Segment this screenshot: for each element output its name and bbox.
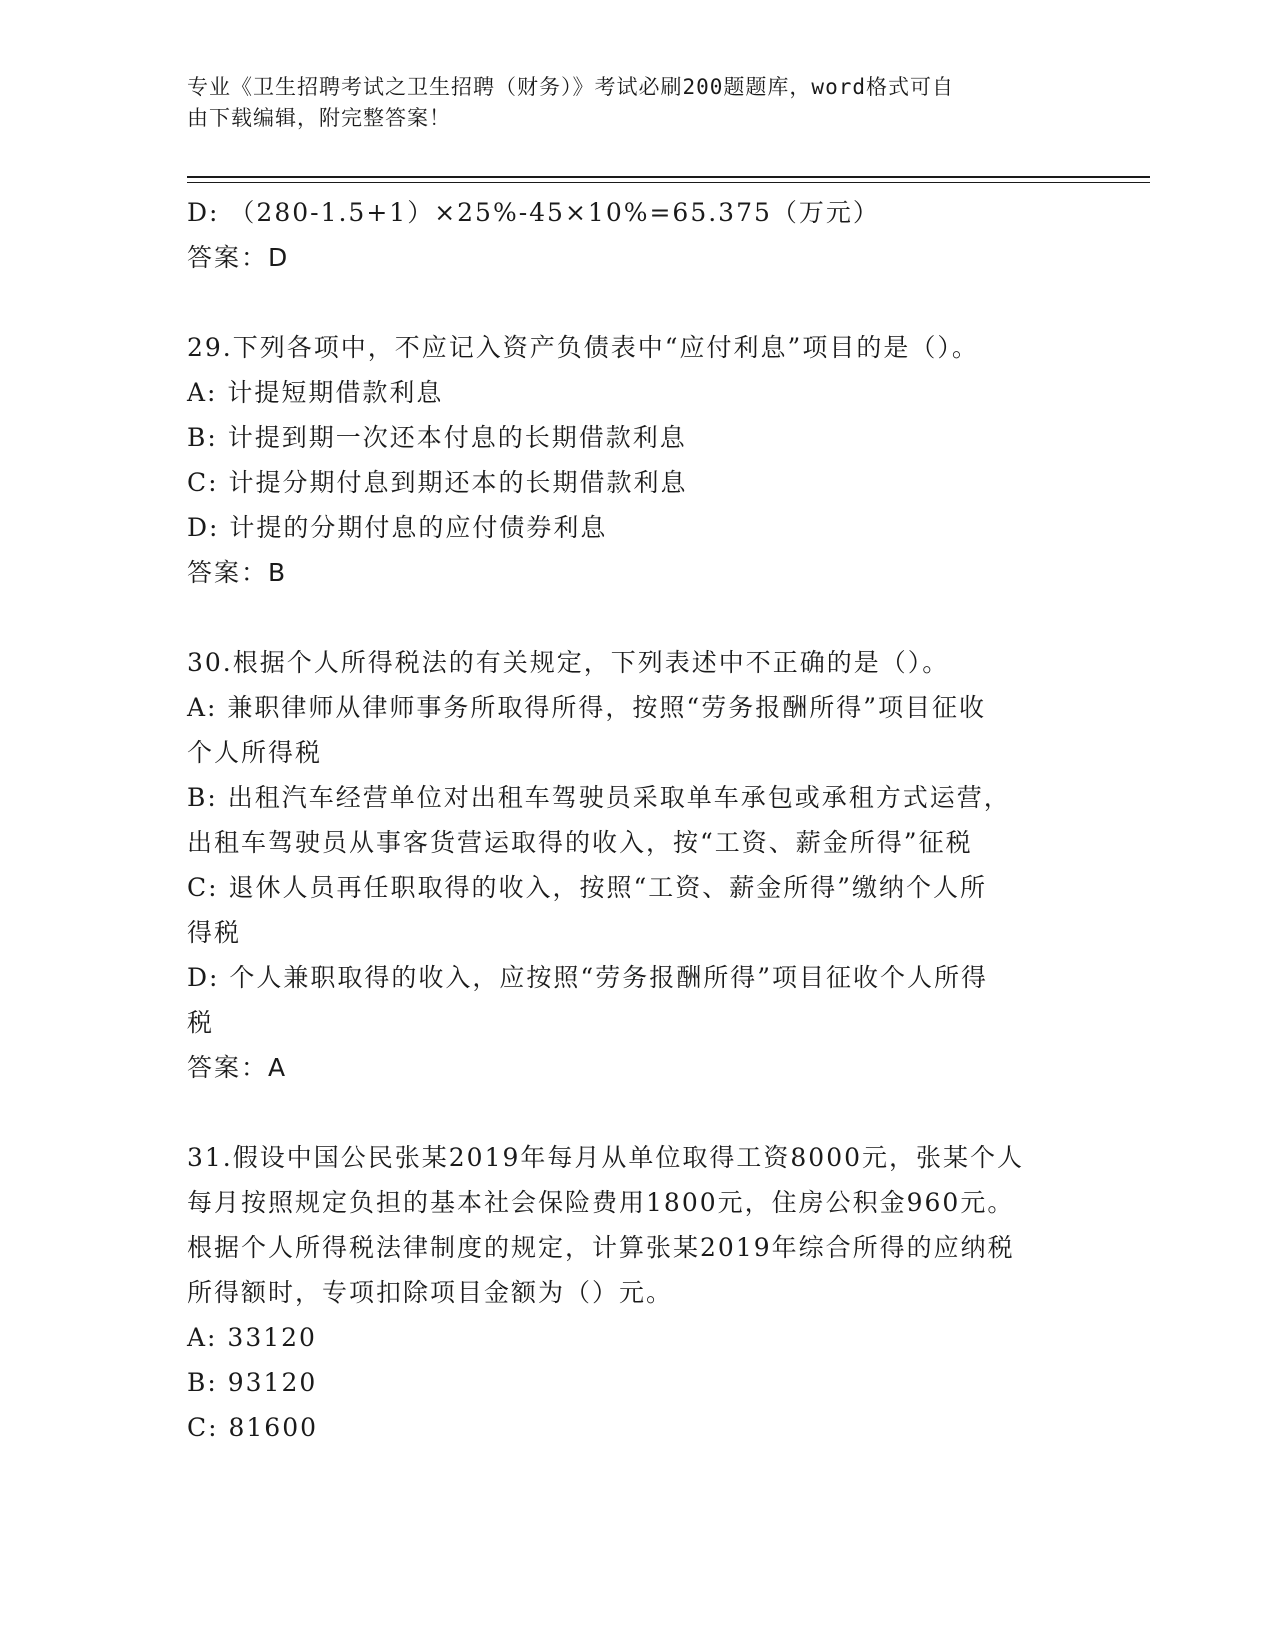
- question-stem-line-4: 所得额时，专项扣除项目金额为（）元。: [187, 1278, 674, 1307]
- option-d-line-2: 税: [187, 1008, 215, 1037]
- option-b: B: 93120: [187, 1368, 318, 1397]
- option-a-line-1: A: 兼职律师从律师事务所取得所得，按照“劳务报酬所得”项目征收: [187, 693, 986, 722]
- spacer: [187, 280, 1067, 325]
- answer-line: 答案：D: [187, 243, 290, 272]
- question-stem-line-2: 每月按照规定负担的基本社会保险费用1800元，住房公积金960元。: [187, 1188, 1015, 1217]
- previous-question-tail: [187, 190, 1067, 280]
- header-line-1: 专业《卫生招聘考试之卫生招聘（财务）》考试必刷200题题库，word格式可自: [187, 75, 954, 99]
- option-d: D: 计提的分期付息的应付债券利息: [187, 513, 608, 542]
- question-30: [187, 640, 1067, 1090]
- option-c: C: 81600: [187, 1413, 319, 1442]
- option-c: C: 计提分期付息到期还本的长期借款利息: [187, 468, 688, 497]
- answer-line: 答案：B: [187, 558, 288, 587]
- question-stem: 29.下列各项中，不应记入资产负债表中“应付利息”项目的是（）。: [187, 333, 979, 362]
- option-b: B: 计提到期一次还本付息的长期借款利息: [187, 423, 687, 452]
- question-31: [187, 1135, 1067, 1450]
- option-c-line-1: C: 退休人员再任职取得的收入，按照“工资、薪金所得”缴纳个人所: [187, 873, 988, 902]
- header-divider-thin: [187, 182, 1150, 183]
- document-header: [187, 72, 1067, 134]
- option-b-line-1: B: 出租汽车经营单位对出租车驾驶员采取单车承包或承租方式运营，: [187, 783, 1011, 812]
- option-d: D: （280-1.5+1）×25%-45×10%=65.375（万元）: [187, 198, 880, 227]
- question-stem: 30.根据个人所得税法的有关规定，下列表述中不正确的是（）。: [187, 648, 950, 677]
- option-c-line-2: 得税: [187, 918, 242, 947]
- header-line-2: 由下载编辑，附完整答案！: [187, 106, 451, 130]
- question-29: [187, 325, 1067, 595]
- spacer: [187, 1090, 1067, 1135]
- option-a: A: 33120: [187, 1323, 317, 1352]
- header-divider-thick: [187, 176, 1150, 178]
- document-body: [187, 190, 1067, 1450]
- option-b-line-2: 出租车驾驶员从事客货营运取得的收入，按“工资、薪金所得”征税: [187, 828, 973, 857]
- option-a: A: 计提短期借款利息: [187, 378, 444, 407]
- spacer: [187, 595, 1067, 640]
- option-a-line-2: 个人所得税: [187, 738, 323, 767]
- option-d-line-1: D: 个人兼职取得的收入，应按照“劳务报酬所得”项目征收个人所得: [187, 963, 988, 992]
- question-stem-line-1: 31.假设中国公民张某2019年每月从单位取得工资8000元，张某个人: [187, 1143, 1025, 1172]
- answer-line: 答案：A: [187, 1053, 288, 1082]
- question-stem-line-3: 根据个人所得税法律制度的规定，计算张某2019年综合所得的应纳税: [187, 1233, 1015, 1262]
